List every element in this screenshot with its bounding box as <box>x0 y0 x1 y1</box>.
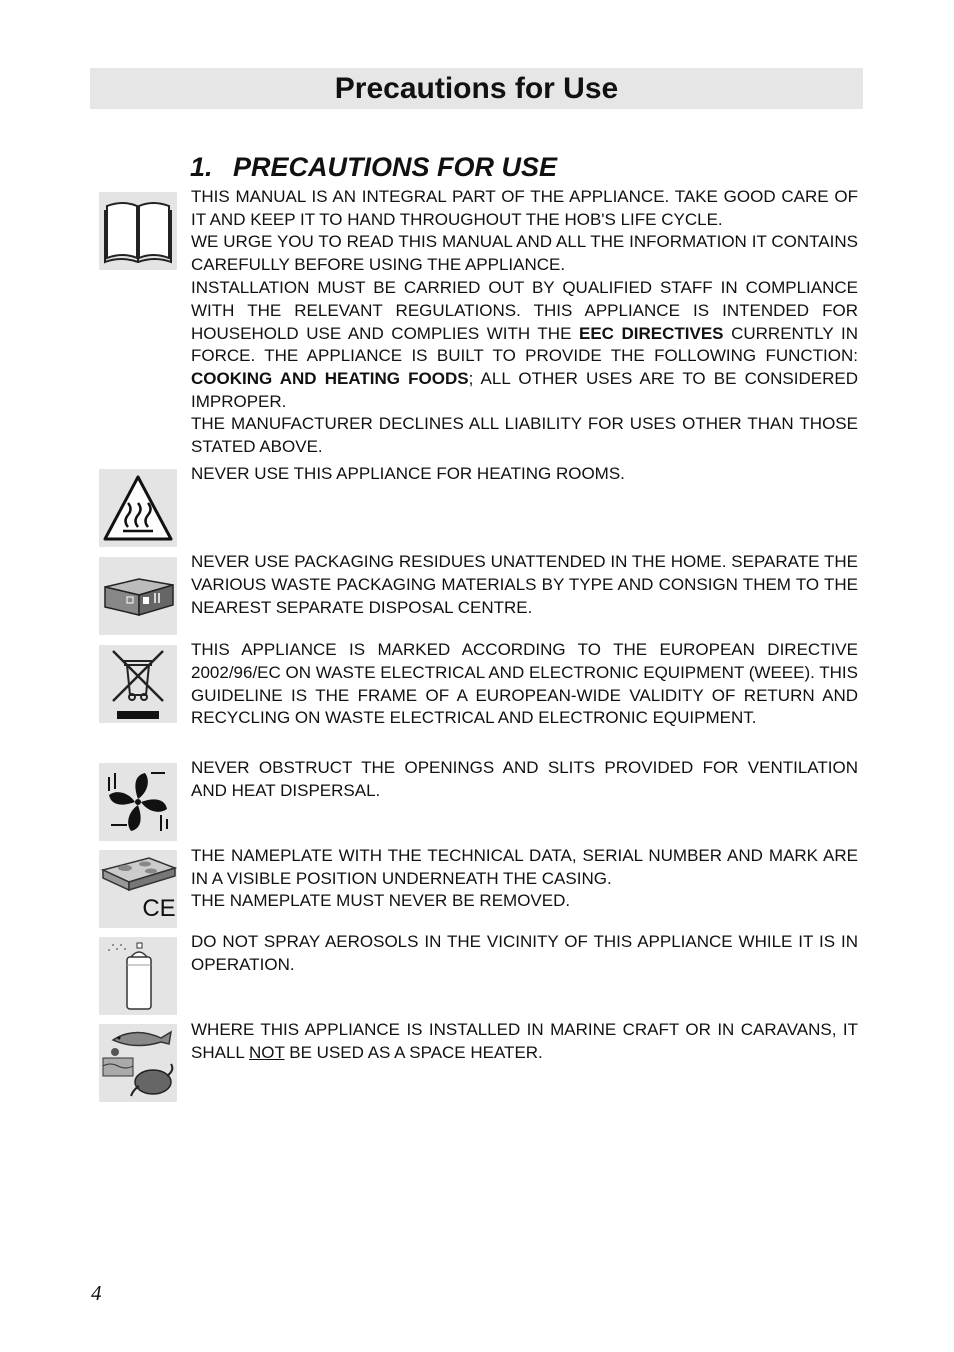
ce-mark: CE <box>142 895 176 922</box>
installation-text-part-2: CURRENTLY IN FORCE. THE APPLIANCE IS BUILT TO PROVIDE THE FOLLOWING FUNCTION: <box>191 323 858 366</box>
food-fish-cake-chicken-icon <box>99 1024 177 1102</box>
section-number: 1. <box>190 152 213 182</box>
cooking-heating-foods-bold: COOKING AND HEATING FOODS <box>191 369 469 389</box>
marine-caravan-text-part-2: BE USED AS A SPACE HEATER. <box>284 1042 543 1062</box>
packaging-box-icon <box>99 557 177 635</box>
ventilation-warning-text: NEVER OBSTRUCT THE OPENINGS AND SLITS PROVIDED FOR VENTILATION AND HEAT DISPERSAL. <box>191 758 858 800</box>
marine-caravan-text-part-1: WHERE THIS APPLIANCE IS INSTALLED IN MARINE CRAFT OR IN CARAVANS, IT SHALL <box>191 1020 858 1062</box>
not-underlined: NOT <box>248 1042 285 1062</box>
nameplate-removal-text: THE NAMEPLATE MUST NEVER BE REMOVED. <box>191 891 571 910</box>
page-number: 4 <box>91 1281 102 1305</box>
crossed-out-wheelie-bin-icon <box>99 645 177 723</box>
aerosol-can-icon <box>99 937 177 1015</box>
ventilation-fan-icon <box>99 763 177 841</box>
page-header-title: Precautions for Use <box>334 72 619 105</box>
installation-text <box>191 277 858 414</box>
aerosol-warning-text: DO NOT SPRAY AEROSOLS IN THE VICINITY OF THIS APPLIANCE WHILE IT IS IN OPERATION. <box>191 932 858 974</box>
weee-directive-text: THIS APPLIANCE IS MARKED ACCORDING TO THE EUROPEAN DIRECTIVE 2002/96/EC ON WASTE ELECTRICAL AND ELECTRONIC EQUIPMENT (WEEE). THIS GUIDELINE IS THE FRAME OF A EUROPEAN-WIDE VALIDITY OF RETURN AND RECYCLING ON WASTE ELECTRICAL AND ELECTRONIC EQUIPMENT. <box>191 640 858 728</box>
open-book-icon <box>99 192 177 270</box>
nameplate-location-text: THE NAMEPLATE WITH THE TECHNICAL DATA, SERIAL NUMBER AND MARK ARE IN A VISIBLE POSITION UNDERNEATH THE CASING. <box>191 846 858 888</box>
eec-directives-bold: EEC DIRECTIVES <box>578 323 724 343</box>
hot-surface-warning-icon <box>99 469 177 547</box>
section-title <box>190 150 557 184</box>
section-title-text: PRECAUTIONS FOR USE <box>233 152 558 182</box>
read-manual-text: WE URGE YOU TO READ THIS MANUAL AND ALL THE INFORMATION IT CONTAINS CAREFULLY BEFORE USING THE APPLIANCE. <box>191 232 858 274</box>
header-band <box>90 68 863 109</box>
packaging-disposal-text: NEVER USE PACKAGING RESIDUES UNATTENDED IN THE HOME. SEPARATE THE VARIOUS WASTE PACKAGING MATERIALS BY TYPE AND CONSIGN THEM TO THE NEAREST SEPARATE DISPOSAL CENTRE. <box>191 552 858 617</box>
liability-text: THE MANUFACTURER DECLINES ALL LIABILITY FOR USES OTHER THAN THOSE STATED ABOVE. <box>191 414 858 456</box>
installation-text-part-3: ; ALL OTHER USES ARE TO BE CONSIDERED IMPROPER. <box>191 369 858 411</box>
installation-text-part-1: INSTALLATION MUST BE CARRIED OUT BY QUALIFIED STAFF IN COMPLIANCE WITH THE RELEVANT REGULATIONS. THIS APPLIANCE IS INTENDED FOR HOUSEHOLD USE AND COMPLIES WITH THE <box>191 278 858 343</box>
heating-rooms-warning-text: NEVER USE THIS APPLIANCE FOR HEATING ROOMS. <box>191 464 625 483</box>
marine-caravan-text <box>191 1019 858 1065</box>
hob-nameplate-ce-icon <box>99 850 177 928</box>
manual-integral-part-text: THIS MANUAL IS AN INTEGRAL PART OF THE APPLIANCE. TAKE GOOD CARE OF IT AND KEEP IT TO HAND THROUGHOUT THE HOB'S LIFE CYCLE. <box>191 187 858 229</box>
